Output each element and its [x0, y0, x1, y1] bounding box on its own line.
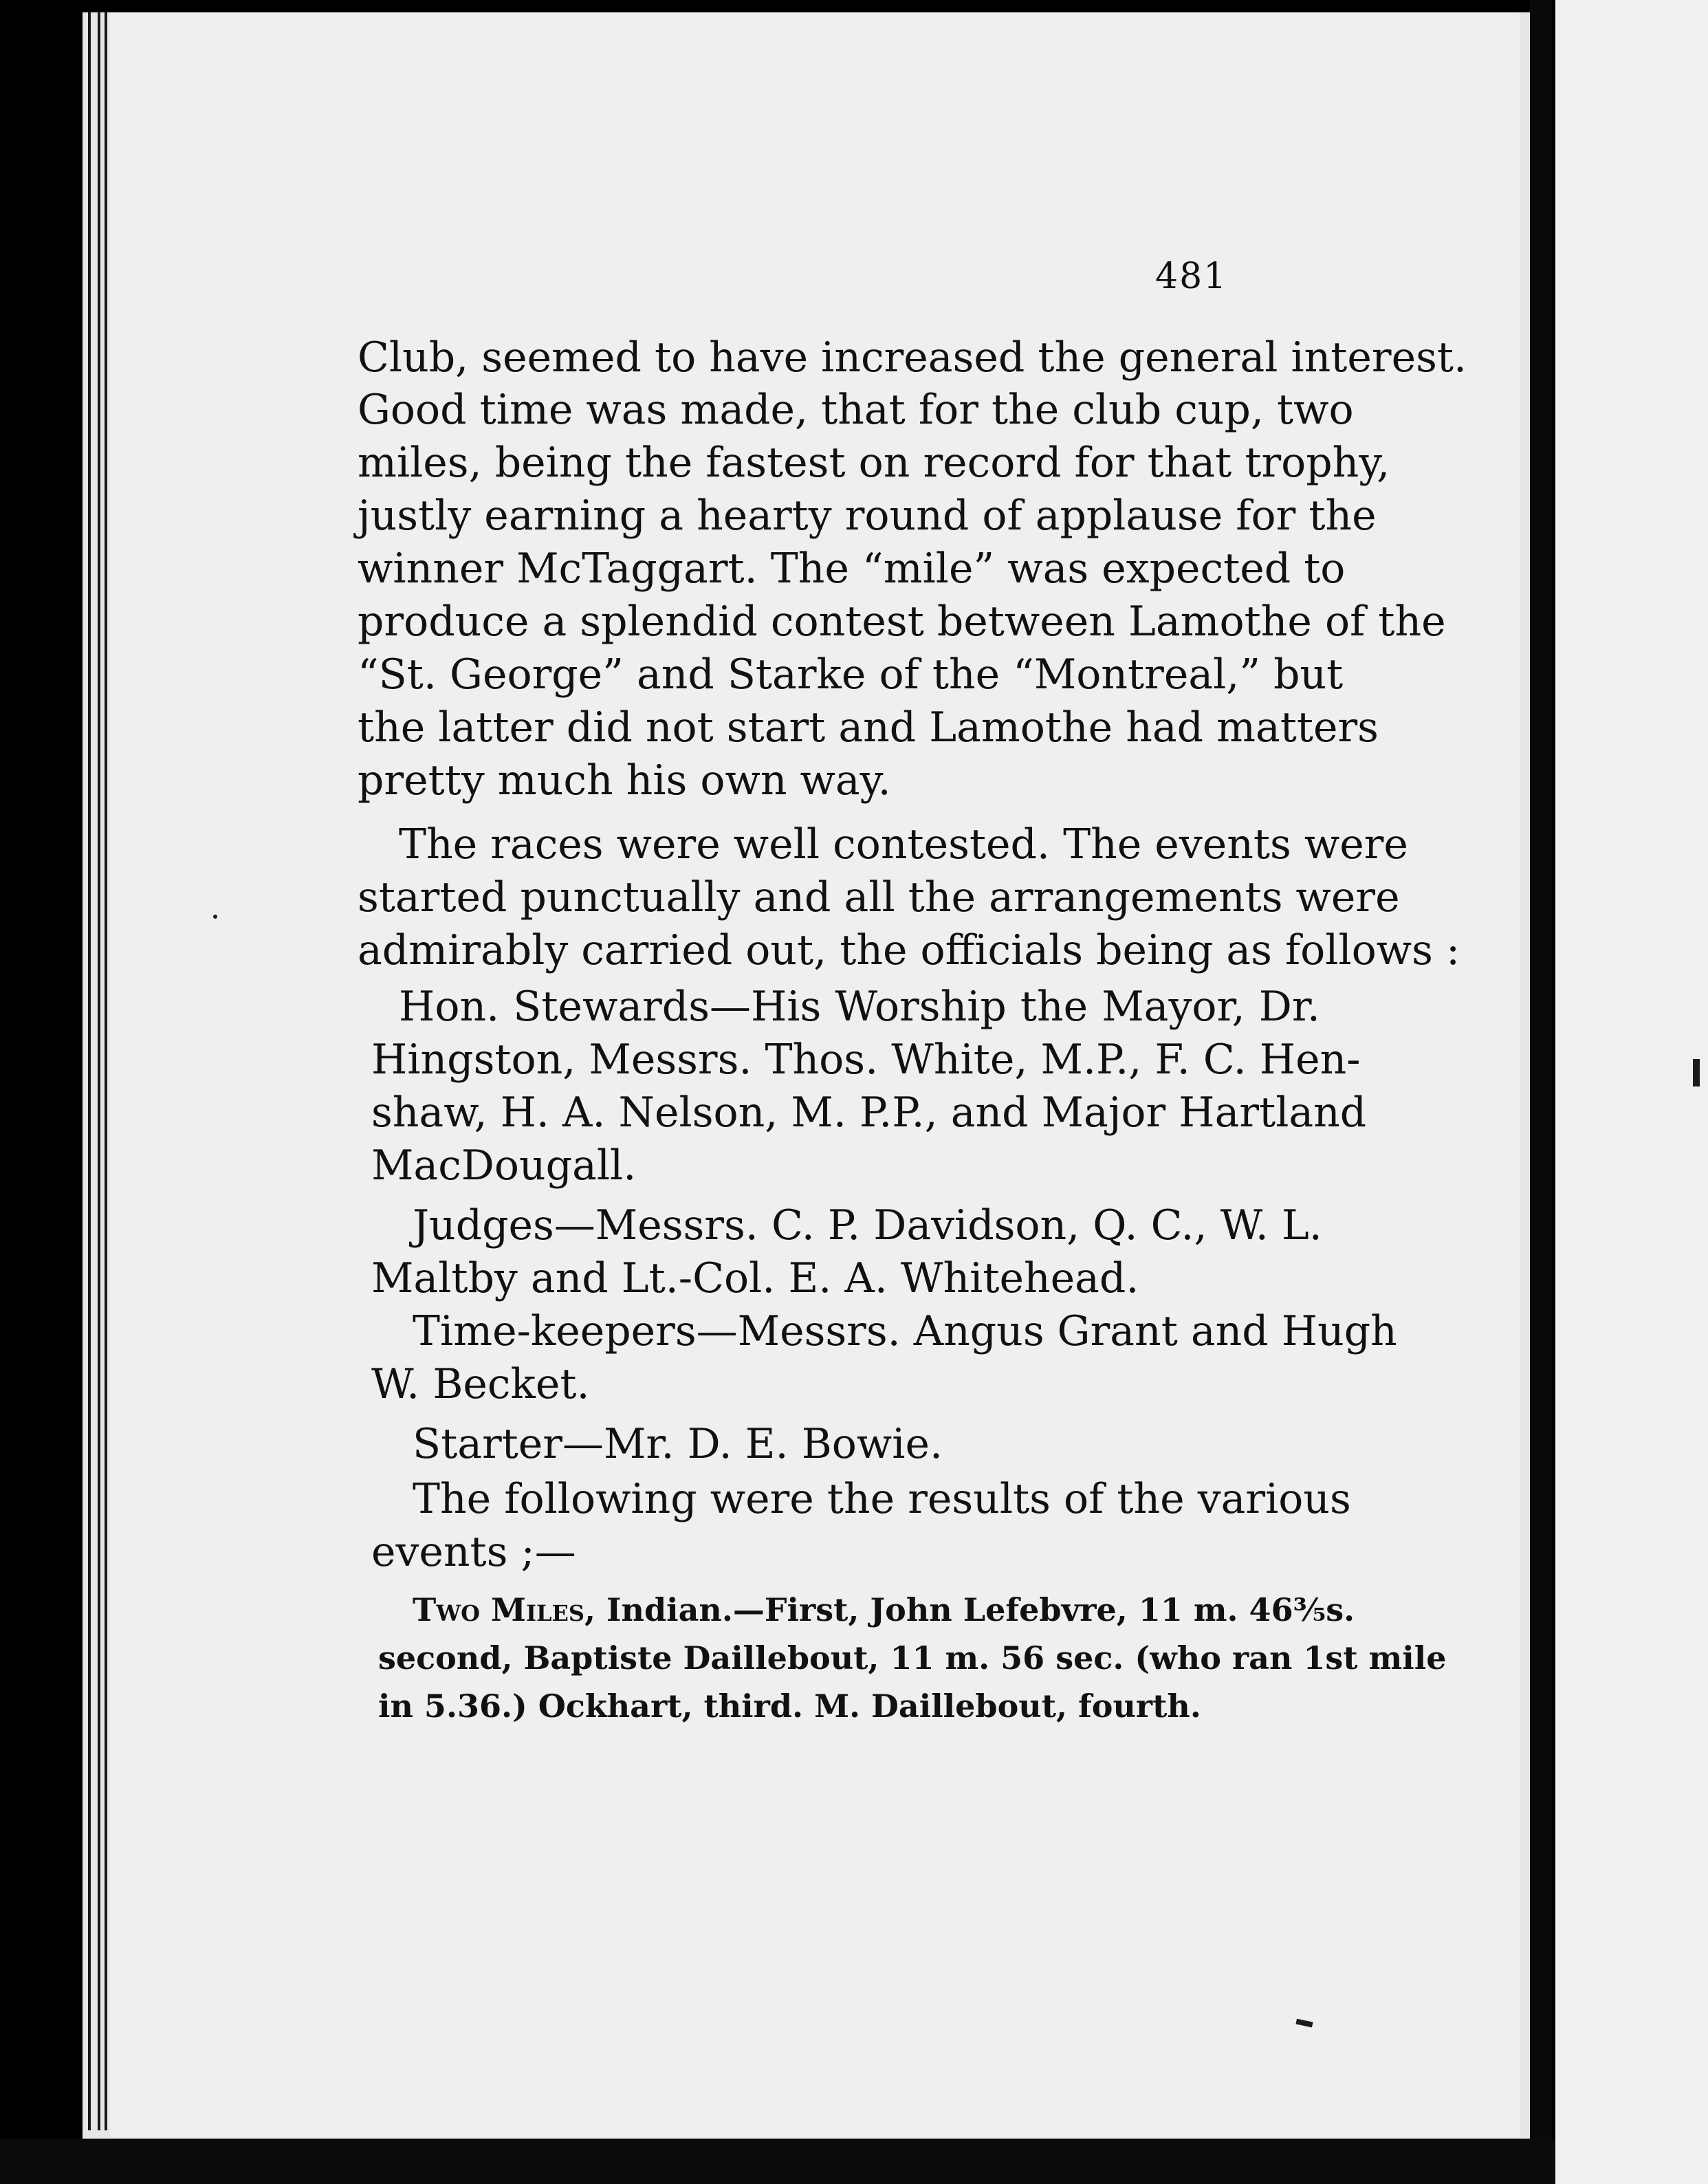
text-line: events ;— [371, 1528, 576, 1576]
text-line: admirably carried out, the officials being as follows : [358, 926, 1460, 974]
facing-page-edge [1555, 0, 1708, 2184]
scan-speck [1693, 1059, 1700, 1086]
result-text: , Indian.—First, John Lefebvre, 11 m. 46⅗s. [584, 1591, 1355, 1628]
page-edge-line [98, 12, 100, 2130]
text-line: the latter did not start and Lamothe had matters [358, 703, 1379, 752]
text-line: W. Becket. [371, 1360, 590, 1408]
page-edge-line [105, 12, 107, 2130]
scan-bottom-border [0, 2139, 1555, 2184]
text-line: pretty much his own way. [358, 756, 891, 805]
book-gutter [1530, 0, 1552, 2184]
page-number: 481 [1155, 256, 1228, 297]
text-line: justly earning a hearty round of applause for the [358, 492, 1377, 540]
text-line: Time-keepers—Messrs. Angus Grant and Hugh [413, 1307, 1397, 1355]
text-line: Club, seemed to have increased the general interest. [358, 334, 1467, 382]
text-line: “St. George” and Starke of the “Montreal,” but [358, 651, 1344, 699]
text-line: The following were the results of the various [413, 1475, 1351, 1523]
result-line: second, Baptiste Daillebout, 11 m. 56 sec. (who ran 1st mile [378, 1639, 1447, 1677]
text-line: Hon. Stewards—His Worship the Mayor, Dr. [399, 983, 1320, 1031]
result-line [413, 1591, 1375, 1628]
text-line: The races were well contested. The events were [399, 820, 1408, 869]
text-line: MacDougall. [371, 1142, 637, 1190]
text-line: miles, being the fastest on record for that trophy, [358, 439, 1390, 487]
text-line: Judges—Messrs. C. P. Davidson, Q. C., W. L. [413, 1201, 1322, 1249]
text-line: started punctually and all the arrangements were [358, 873, 1400, 921]
text-line: Maltby and Lt.-Col. E. A. Whitehead. [371, 1254, 1139, 1302]
scan-speck [213, 915, 217, 919]
text-line: Starter—Mr. D. E. Bowie. [413, 1420, 943, 1468]
text-line: winner McTaggart. The “mile” was expected to [358, 545, 1346, 593]
result-line: in 5.36.) Ockhart, third. M. Daillebout, fourth. [378, 1688, 1201, 1725]
event-name: Two Miles [413, 1591, 584, 1628]
text-line: Good time was made, that for the club cup, two [358, 386, 1354, 434]
text-line: shaw, H. A. Nelson, M. P.P., and Major Hartland [371, 1089, 1367, 1137]
page-edge-line [88, 12, 91, 2130]
text-line: produce a splendid contest between Lamothe of the [358, 598, 1446, 646]
text-line: Hingston, Messrs. Thos. White, M.P., F. C. Hen- [371, 1036, 1361, 1084]
